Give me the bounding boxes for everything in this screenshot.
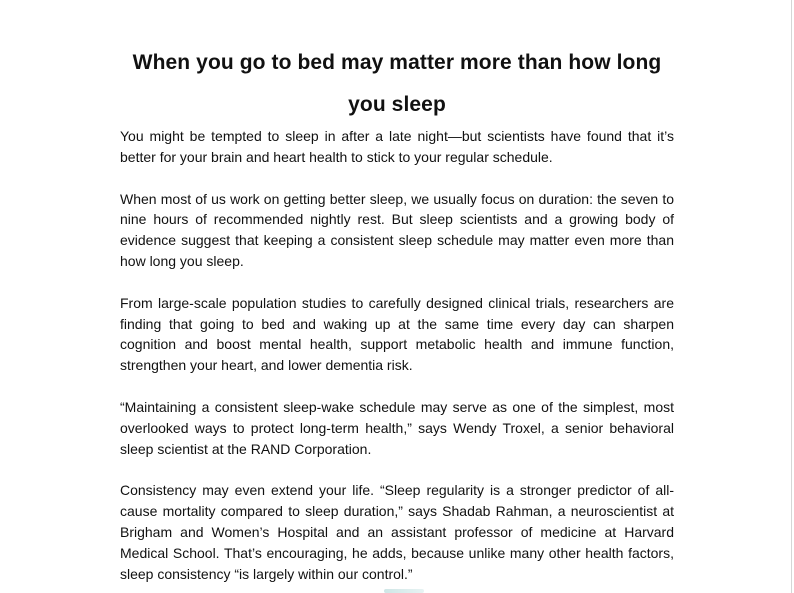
paragraph-2: When most of us work on getting better sleep, we usually focus on duration: the seven to nine hours of recommended nightly rest. But sleep scientists and a growing body of evidence suggest that keeping a consistent sleep schedule may matter even more than how long you sleep. (120, 190, 674, 269)
paragraph-5: Consistency may even extend your life. “Sleep regularity is a stronger predictor of all-cause mortality compared to sleep duration,” says Shadab Rahman, a neuroscientist at Brigham and Women’s Hospital and an assistant professor of medicine at Harvard Medical School. That’s encouraging, he adds, because unlike many other health factors, sleep consistency “is largely within our control.” (120, 482, 674, 582)
paragraph-4: “Maintaining a consistent sleep-wake schedule may serve as one of the simplest, most overlooked ways to protect long-term health,” says Wendy Troxel, a senior behavioral sleep scientist at the RAND Corporation. (120, 398, 674, 457)
paragraph-1: You might be tempted to sleep in after a late night—but scientists have found that it’s better for your brain and heart health to stick to your regular schedule. (120, 128, 674, 165)
paragraph-3: From large-scale population studies to carefully designed clinical trials, researchers are finding that going to bed and waking up at the same time every day can sharpen cognition and boost mental health, support metabolic health and immune function, strengthen your heart, and lower dementia risk. (120, 294, 674, 374)
bottom-edge-decoration (384, 589, 424, 593)
document-content (120, 42, 674, 593)
document-title: When you go to bed may matter more than how long you sleep (132, 51, 662, 116)
